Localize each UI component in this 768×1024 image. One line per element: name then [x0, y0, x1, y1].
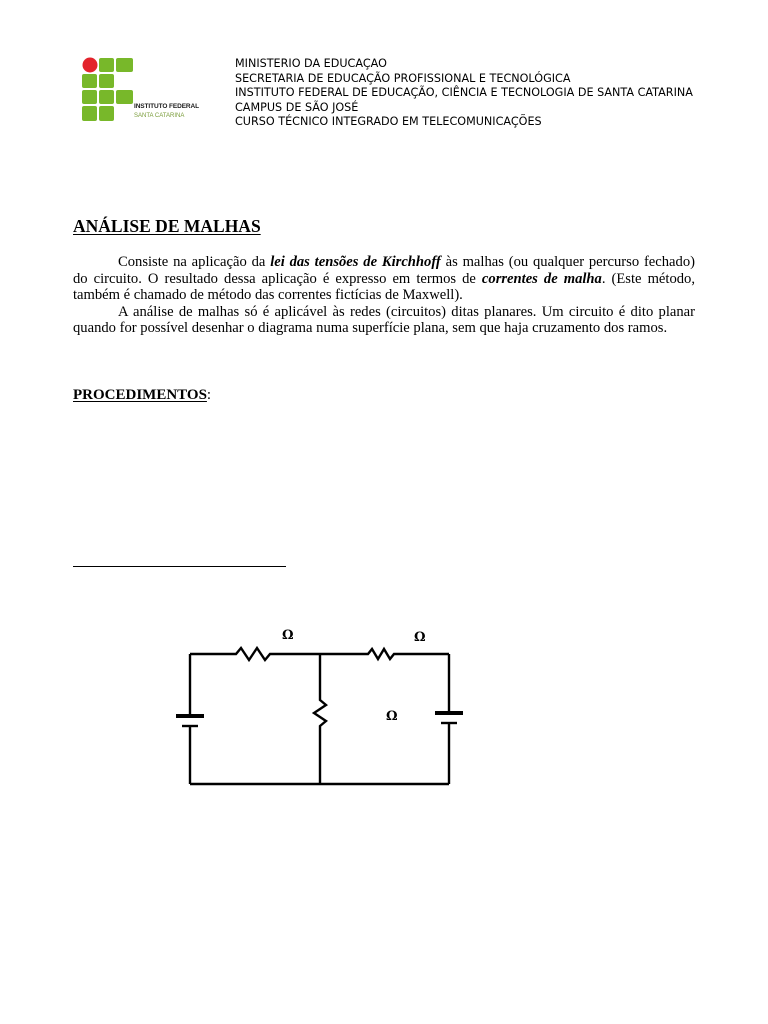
paragraph-1-text-c: . (Este método, também é chamado de método das correntes fictícias de Maxwell). — [73, 270, 695, 304]
document-header — [235, 57, 693, 130]
kirchhoff-law-emphasis: lei das tensões de Kirchhoff — [270, 254, 441, 270]
logo-text — [134, 104, 199, 119]
paragraph-1-text-b: às malhas (ou qualquer percurso fechado) do circuito. O resultado dessa aplicação é expresso em termos de — [73, 254, 695, 287]
paragraph-1 — [73, 254, 695, 304]
page-title: ANÁLISE DE MALHAS — [73, 216, 261, 236]
logo-institute-name: INSTITUTO FEDERAL — [134, 103, 199, 110]
header-line-institute: INSTITUTO FEDERAL DE EDUCAÇÃO, CIÊNCIA E TECNOLOGIA DE SANTA CATARINA — [235, 86, 693, 99]
header-line-secretariat: SECRETARIA DE EDUCAÇÃO PROFISSIONAL E TECNOLÓGICA — [235, 71, 571, 85]
paragraph-1-text-a: Consiste na aplicação da — [118, 254, 271, 270]
top-wire-right-resistor — [320, 649, 449, 659]
paragraph-2: A análise de malhas só é aplicável às redes (circuitos) ditas planares. Um circuito é dito planar quando for possível desenhar o diagrama numa superfície plana, sem que haja cruzamento dos ramos. — [73, 303, 695, 337]
header-line-course: CURSO TÉCNICO INTEGRADO EM TELECOMUNICAÇÕES — [235, 115, 542, 128]
logo-red-dot — [83, 58, 98, 73]
procedures-colon: : — [206, 387, 212, 403]
horizontal-rule — [73, 566, 286, 567]
resistor-2-ohm-label: Ω — [414, 630, 426, 645]
header-line-campus: CAMPUS DE SÃO JOSÉ — [235, 100, 359, 114]
top-wire-left-resistor — [190, 648, 320, 660]
circuit-diagram — [170, 620, 480, 795]
logo-institute-sub: SANTA CATARINA — [134, 112, 185, 119]
procedures-label: PROCEDIMENTOS — [73, 387, 207, 403]
resistor-3-ohm-label: Ω — [386, 709, 398, 724]
mesh-currents-emphasis: correntes de malha — [481, 270, 602, 287]
procedures-heading — [73, 387, 211, 404]
header-line-ministry: MINISTERIO DA EDUCAÇAO — [235, 57, 387, 70]
middle-branch-resistor — [314, 654, 326, 784]
body-text — [73, 254, 695, 337]
resistor-1-ohm-label: Ω — [282, 628, 294, 643]
